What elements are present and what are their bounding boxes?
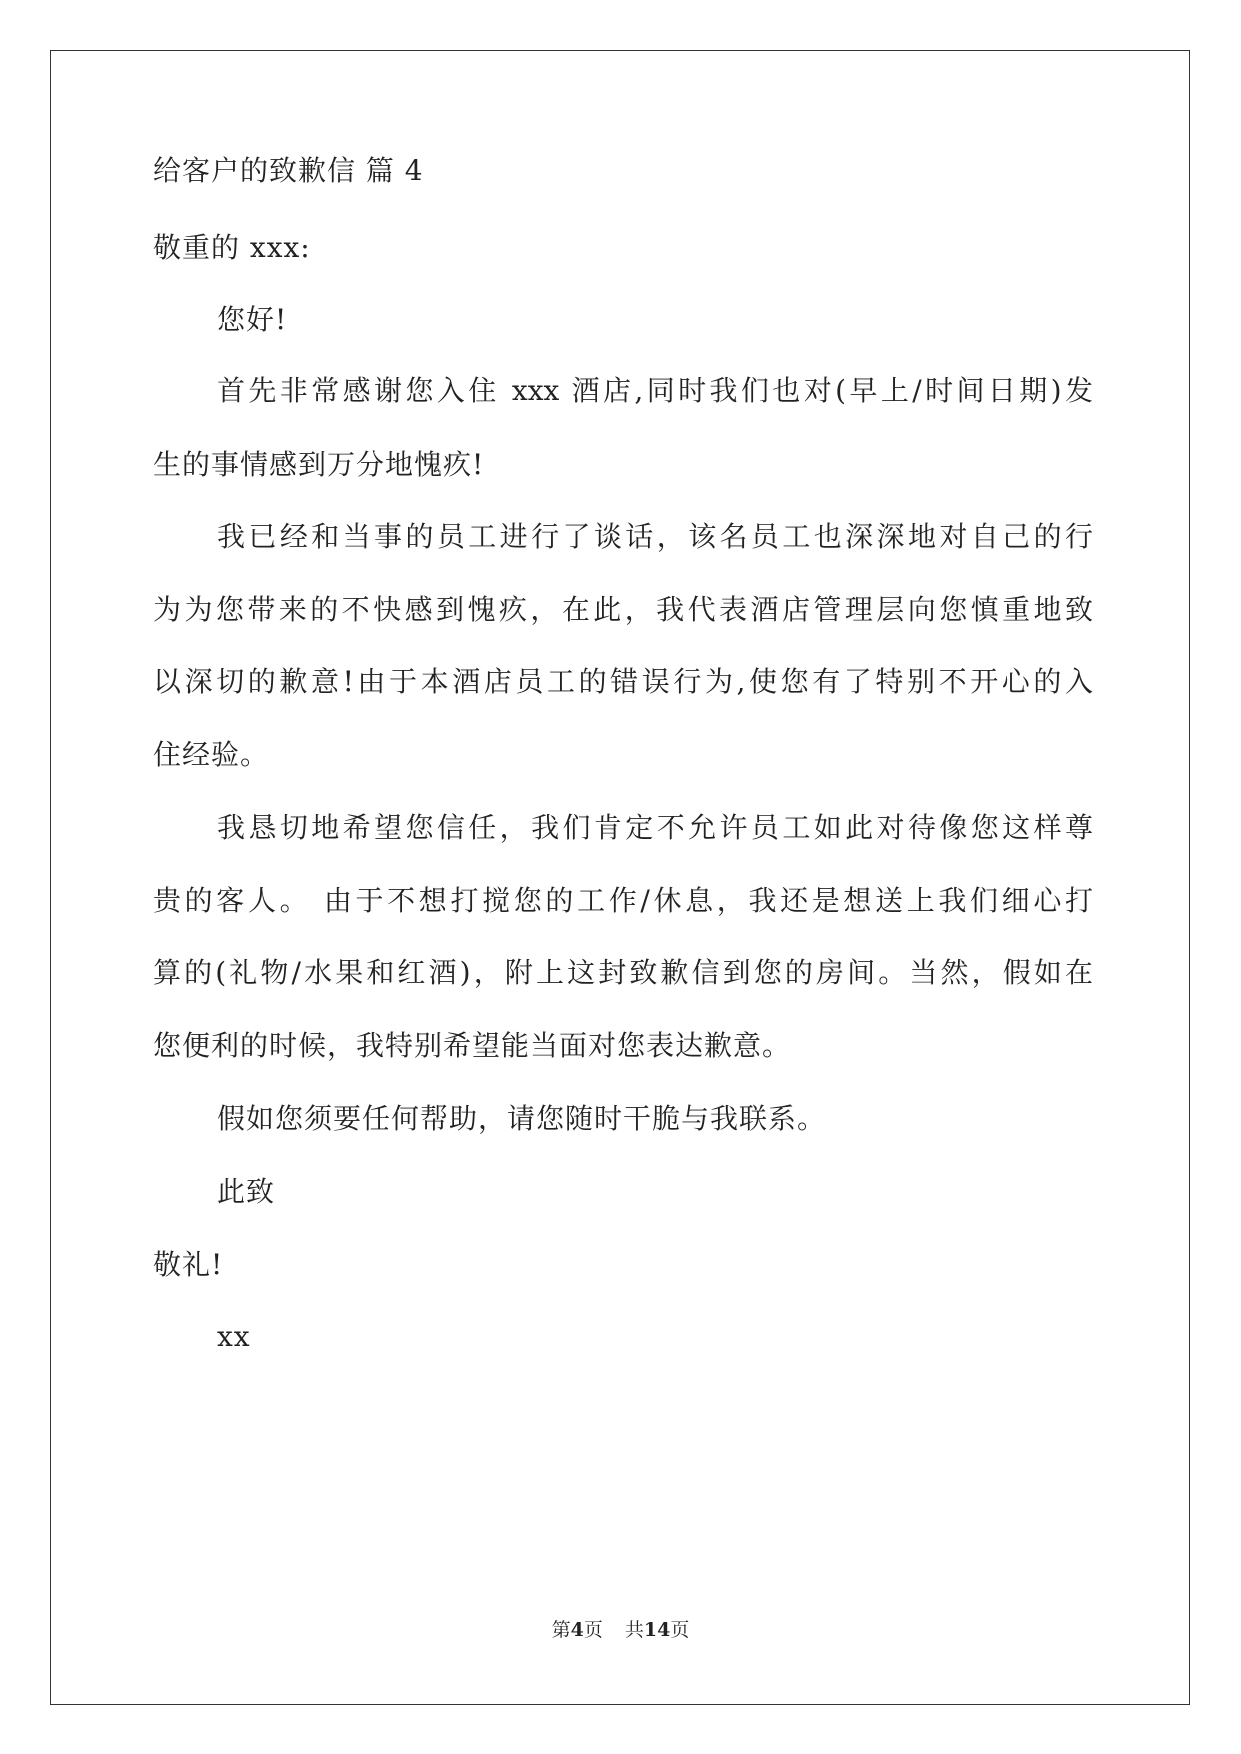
signature: xx: [217, 1320, 251, 1353]
closing-jing-li: 敬礼!: [153, 1248, 224, 1281]
footer-total-suffix: 页: [670, 1619, 690, 1641]
footer-current-page: 4: [570, 1619, 584, 1641]
paragraph-3-line-2: 贵的客人。 由于不想打搅您的工作/休息，我还是想送上我们细心打: [153, 884, 1093, 917]
paragraph-2-line-3: 以深切的歉意!由于本酒店员工的错误行为,使您有了特别不开心的入: [153, 665, 1093, 698]
page-number-footer: [0, 1618, 1241, 1642]
paragraph-1-line-2: 生的事情感到万分地愧疚!: [153, 448, 485, 481]
footer-total-prefix: 共: [624, 1619, 644, 1641]
footer-prefix: 第: [551, 1619, 571, 1641]
paragraph-3-line-3: 算的(礼物/水果和红酒)，附上这封致歉信到您的房间。当然，假如在: [153, 956, 1093, 989]
footer-total-pages: 14: [643, 1619, 671, 1641]
page-border: [50, 50, 1190, 1705]
paragraph-2-line-1: 我已经和当事的员工进行了谈话，该名员工也深深地对自己的行: [217, 520, 1093, 553]
document-title: 给客户的致歉信 篇 4: [153, 154, 424, 187]
paragraph-2-line-2: 为为您带来的不快感到愧疚，在此，我代表酒店管理层向您慎重地致: [153, 593, 1093, 626]
paragraph-2-line-4: 住经验。: [153, 738, 270, 771]
greeting: 您好!: [217, 303, 288, 336]
closing-ci-zhi: 此致: [217, 1175, 276, 1208]
salutation: 敬重的 xxx:: [153, 231, 311, 264]
paragraph-3-line-1: 我恳切地希望您信任，我们肯定不允许员工如此对待像您这样尊: [217, 811, 1093, 844]
footer-page-word: 页: [583, 1619, 603, 1641]
paragraph-3-line-4: 您便利的时候，我特别希望能当面对您表达歉意。: [153, 1029, 792, 1062]
paragraph-1-line-1: 首先非常感谢您入住 xxx 酒店,同时我们也对(早上/时间日期)发: [217, 374, 1093, 407]
paragraph-4-line-1: 假如您须要任何帮助，请您随时干脆与我联系。: [217, 1102, 827, 1135]
